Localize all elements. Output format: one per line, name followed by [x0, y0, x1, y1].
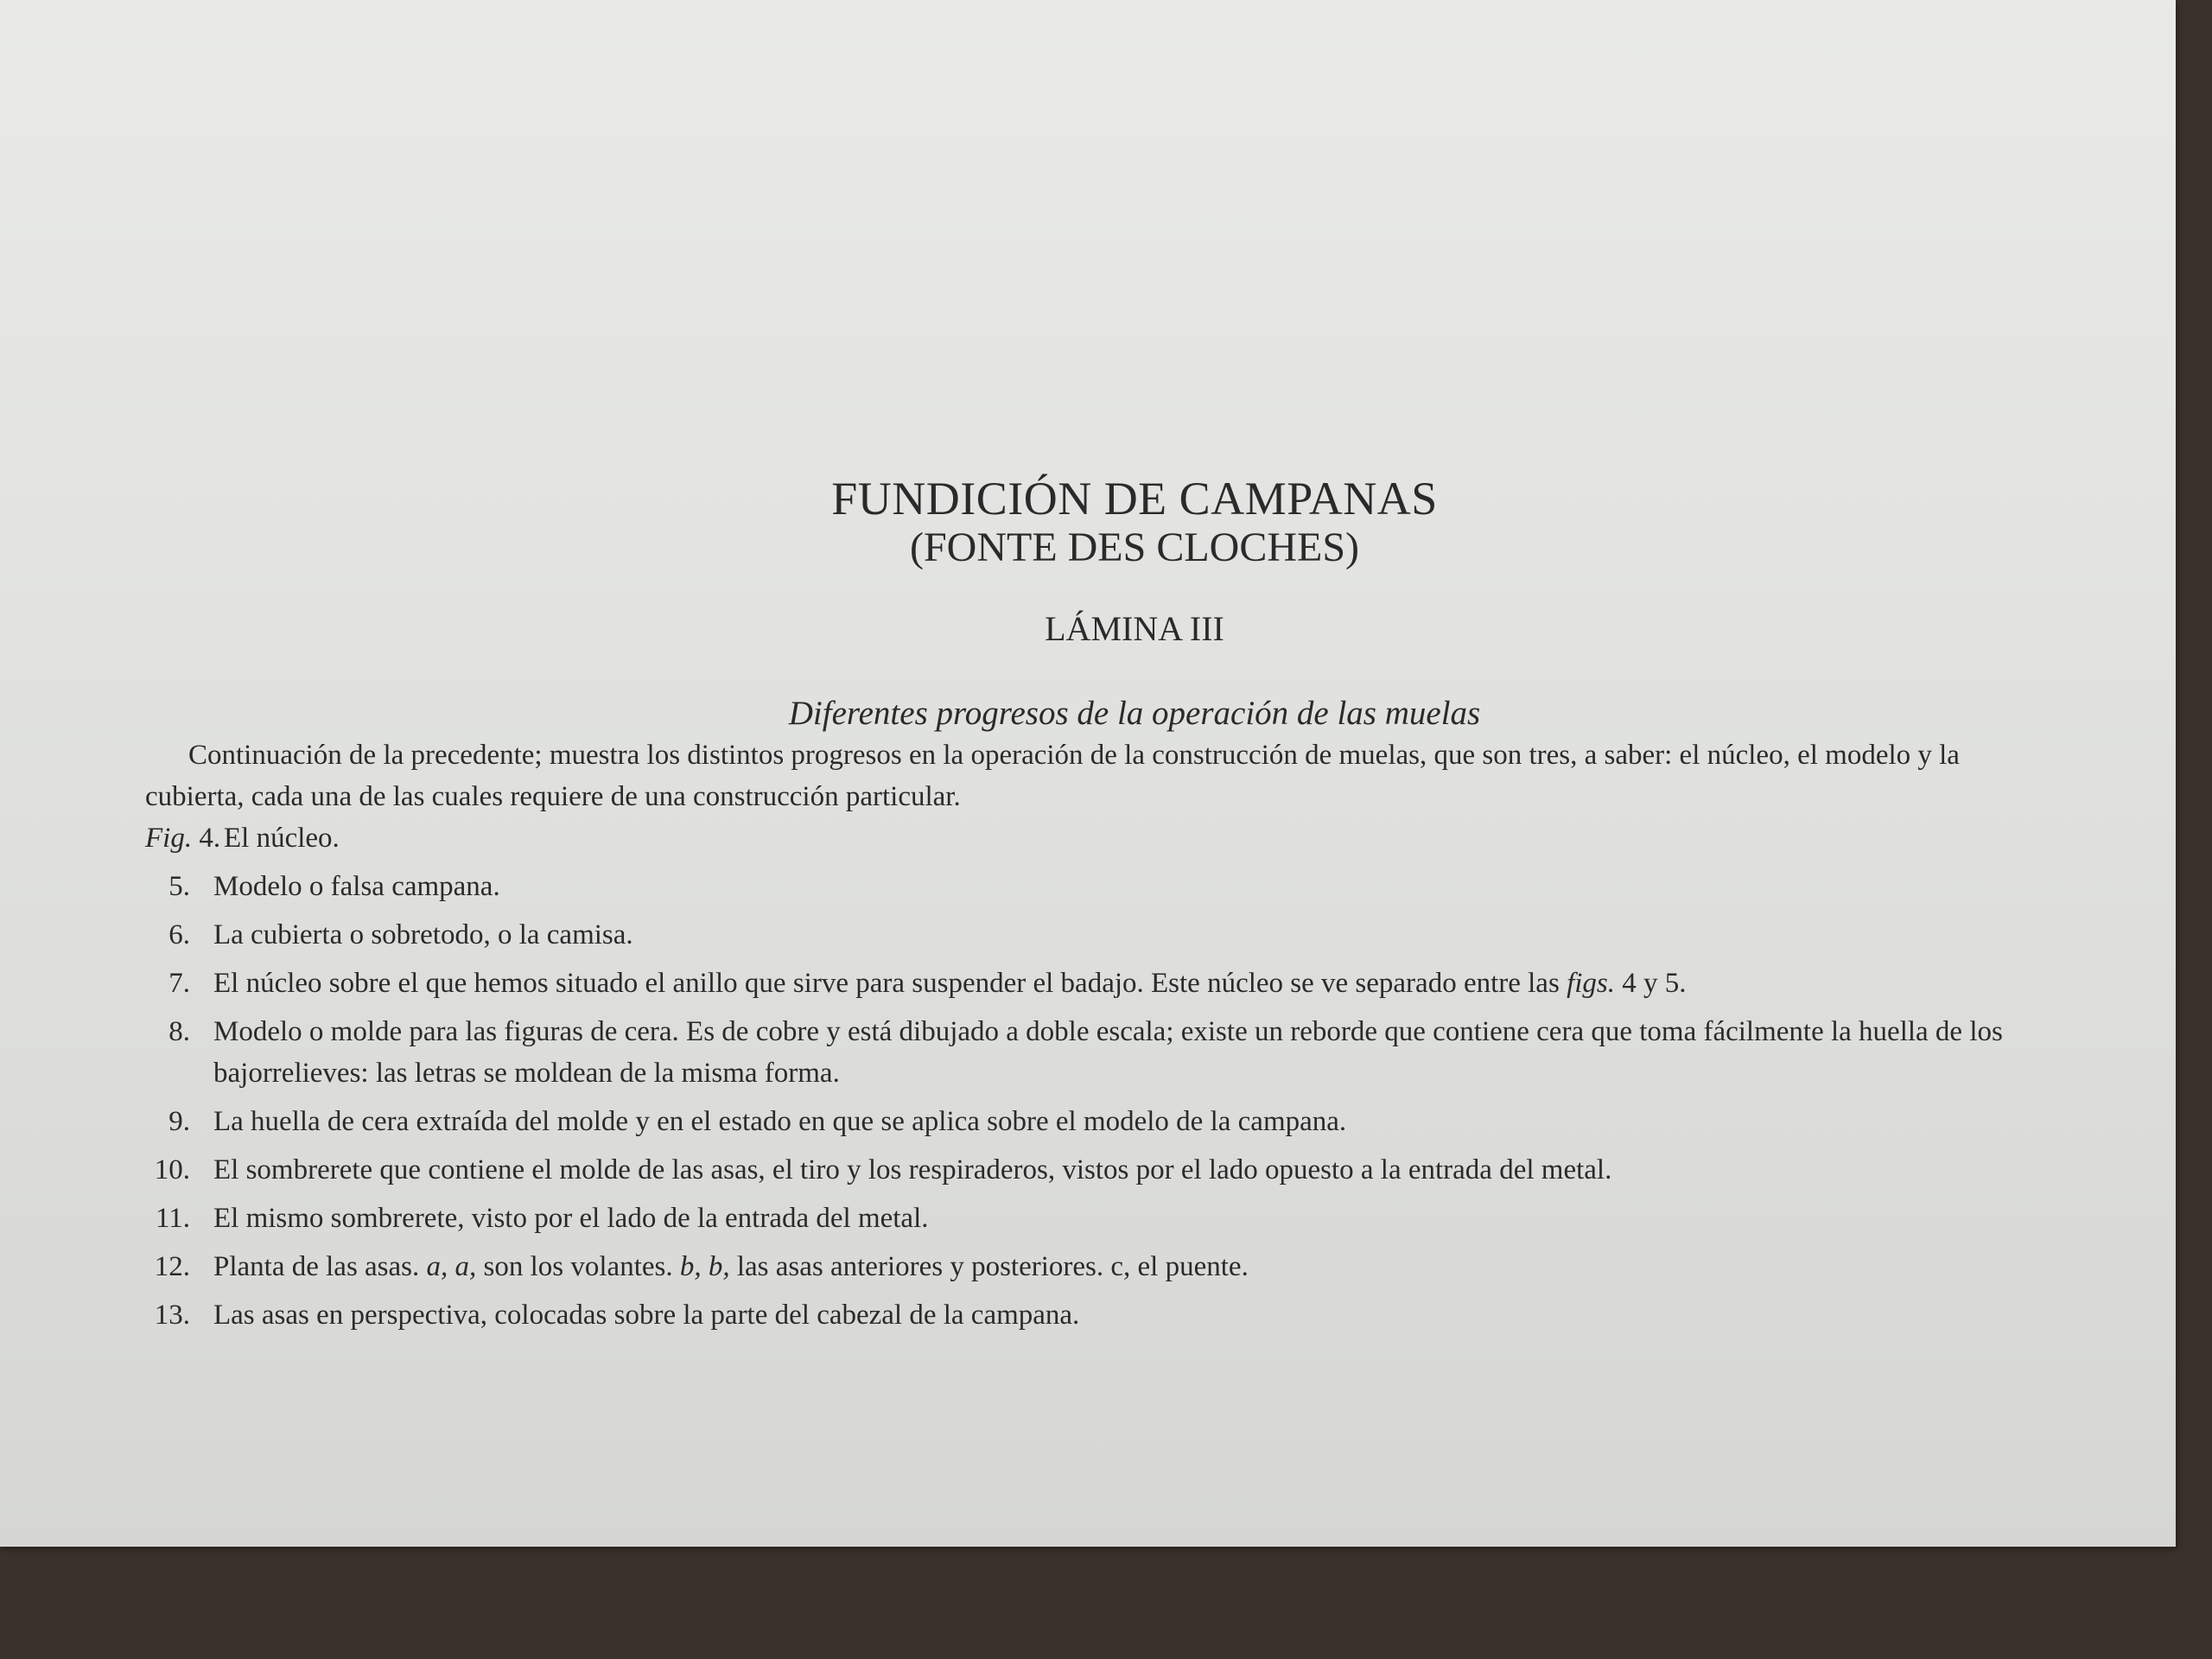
figure-text: Planta de las asas. [213, 1251, 427, 1282]
figure-text: Las asas en perspectiva, colocadas sobre la parte del cabezal de la campana. [213, 1300, 1080, 1331]
figure-item-5 [145, 866, 2003, 907]
figure-item-8 [145, 1011, 2003, 1094]
figure-item-13 [145, 1294, 2003, 1336]
figure-emphasis: a, a, [426, 1251, 477, 1282]
figure-text: Modelo o falsa campana. [213, 871, 500, 902]
figure-list [145, 817, 2003, 1336]
figure-text: las asas anteriores y posteriores. c, el puente. [729, 1251, 1249, 1282]
figure-number: 10. [154, 1154, 190, 1185]
figure-text: La cubierta o sobretodo, o la camisa. [213, 919, 633, 950]
figure-number: 7. [168, 968, 190, 999]
figure-number: 13. [154, 1300, 190, 1331]
figure-item-11 [145, 1198, 2003, 1239]
plate-caption: Diferentes progresos de la operación de las muelas [788, 695, 1481, 732]
figure-number [145, 817, 220, 859]
figure-text: El mismo sombrerete, visto por el lado de la entrada del metal. [213, 1203, 929, 1234]
intro-paragraph: Continuación de la precedente; muestra los distintos progresos en la operación de la construcción de muelas, que son tres, a saber: el núcleo, el modelo y la cubierta, cada una de las cuales requiere de una construcción particular. [145, 740, 1960, 812]
figure-number: 5. [168, 871, 190, 902]
figure-item-7 [145, 963, 2003, 1004]
figure-item-12 [145, 1246, 2003, 1287]
figure-number: 6. [168, 919, 190, 950]
document-body [145, 474, 2003, 1343]
figure-number: 8. [168, 1016, 190, 1047]
fig-label: Fig. [145, 823, 193, 854]
figure-item-9 [145, 1101, 2003, 1142]
figure-text-tail: 4 y 5. [1615, 968, 1687, 999]
figure-text: El núcleo sobre el que hemos situado el anillo que sirve para suspender el badajo. Este núcleo se ve separado entre las [213, 968, 1567, 999]
figure-text: La huella de cera extraída del molde y en el estado en que se aplica sobre el modelo de la campana. [213, 1106, 1347, 1137]
figure-number: 11. [155, 1203, 190, 1234]
figure-text: son los volantes. [476, 1251, 680, 1282]
figure-number: 12. [154, 1251, 190, 1282]
figure-emphasis: b, b, [679, 1251, 730, 1282]
document-subtitle: (FONTE DES CLOCHES) [909, 524, 1359, 570]
figure-text: Modelo o molde para las figuras de cera. Es de cobre y está dibujado a doble escala; existe un reborde que contiene cera que toma fácilmente la huella de los bajorrelieves: las letras se moldean de la misma forma. [213, 1016, 2003, 1089]
plate-heading: LÁMINA III [1045, 609, 1224, 648]
figure-item-6 [145, 914, 2003, 956]
figure-item-4 [145, 817, 2003, 859]
figure-text: El sombrerete que contiene el molde de las asas, el tiro y los respiraderos, vistos por el lado opuesto a la entrada del metal. [213, 1154, 1612, 1185]
document-title: FUNDICIÓN DE CAMPANAS [831, 473, 1438, 524]
figure-emphasis: figs. [1567, 968, 1615, 999]
figure-item-10 [145, 1149, 2003, 1191]
figure-number: 9. [168, 1106, 190, 1137]
figure-number-value: 4. [199, 823, 221, 854]
figure-text: El núcleo. [224, 823, 340, 854]
